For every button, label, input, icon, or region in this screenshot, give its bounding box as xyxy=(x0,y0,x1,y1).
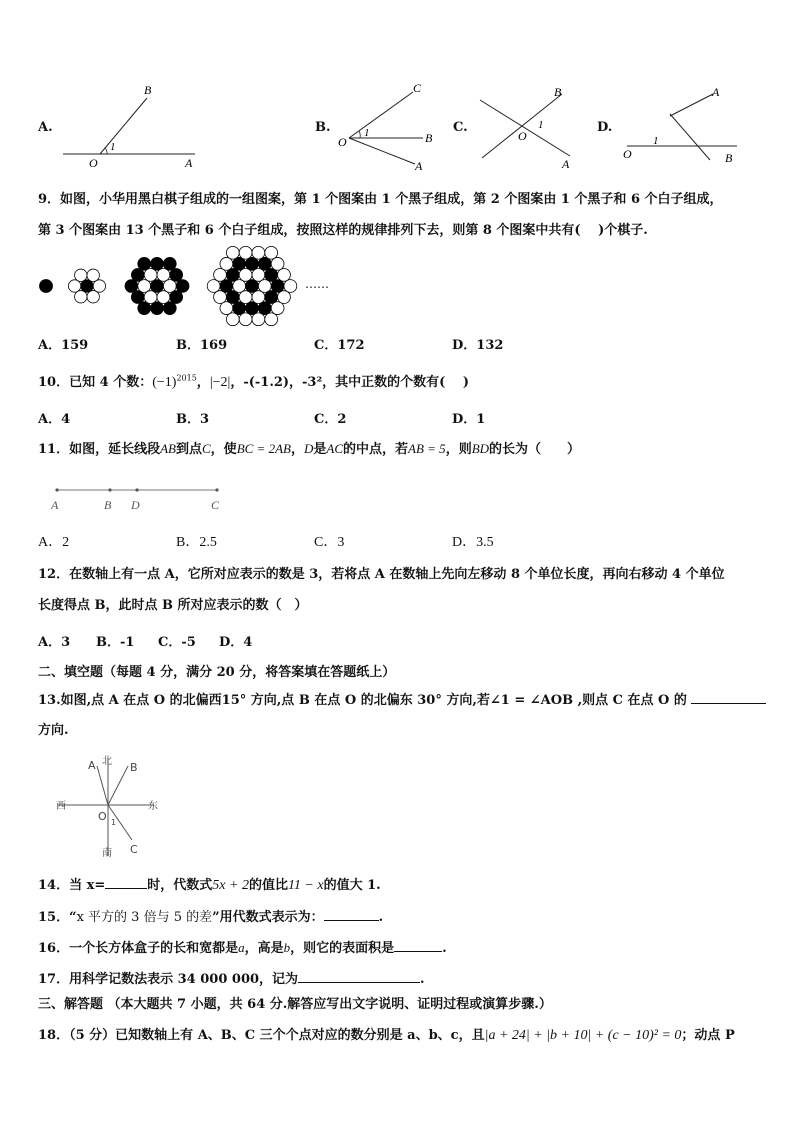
black-stone xyxy=(151,257,164,270)
q10-option-d: D．1 xyxy=(452,412,486,427)
angle-figure-d xyxy=(615,80,745,170)
angle-1-label: 1 xyxy=(538,119,544,131)
east-label: 东 xyxy=(148,801,158,812)
q12-line2: 长度得点 B，此时点 B 所对应表示的数（ ） xyxy=(38,598,308,613)
point-a-label: A xyxy=(562,157,570,170)
q17-answer-blank[interactable] xyxy=(298,970,420,983)
black-stone xyxy=(246,257,259,270)
point-b-label: B xyxy=(554,85,562,99)
q9-line1: 9．如图，小华用黑白棋子组成的一组图案，第 1 个图案由 1 个黑子组成，第 2 个图案由 1 个黑子和 6 个白子组成， xyxy=(38,192,723,207)
q9-line2: 第 3 个图案由 13 个黑子和 6 个白子组成，按照这样的规律排列下去，则第 8 个图案中共有( )个棋子. xyxy=(38,223,648,238)
white-stone xyxy=(93,280,105,292)
q11-question: 11．如图，延长线段AB到点C，使BC = 2AB，D是AC的中点，若AB = 5，则BD的长为（ ） xyxy=(38,441,581,457)
q18-question: 18．（5 分）已知数轴上有 A、B、C 三个个点对应的数分别是 a、b、c，且|a + 24| + |b + 10| + (c − 10)² = 0；动点 P xyxy=(38,1028,735,1043)
pattern-3 xyxy=(125,257,189,314)
q17-question: 17．用科学记数法表示 34 000 000，记为 . xyxy=(38,972,425,987)
point-d-label: D xyxy=(131,498,140,512)
point-b-label: B xyxy=(425,131,433,145)
q9-option-d: D．132 xyxy=(452,338,504,353)
q10-base: (−1) xyxy=(152,375,177,390)
white-stone xyxy=(220,302,233,315)
q9-option-c: C．172 xyxy=(314,338,365,353)
angle-1-label: 1 xyxy=(111,818,117,827)
black-stone xyxy=(151,280,164,293)
pattern-4 xyxy=(207,246,297,325)
black-stone xyxy=(151,302,164,315)
point-o-label: O xyxy=(89,156,98,170)
black-stone xyxy=(233,257,246,270)
option-c-label: C. xyxy=(453,120,468,135)
point-c-label: C xyxy=(413,81,422,95)
black-stone xyxy=(258,257,271,270)
white-stone xyxy=(214,291,227,304)
q9-option-a: A．159 xyxy=(38,338,89,353)
black-stone xyxy=(81,280,93,292)
white-stone xyxy=(207,280,220,293)
angle-1-label: 1 xyxy=(364,127,370,139)
white-stone xyxy=(284,280,297,293)
white-stone xyxy=(258,280,271,293)
q10-option-a: A．4 xyxy=(38,412,71,427)
option-b-label: B. xyxy=(315,120,331,135)
white-stone xyxy=(239,313,252,326)
white-stone xyxy=(233,280,246,293)
black-stone xyxy=(125,280,138,293)
point-a-label: A xyxy=(185,156,193,170)
point-b-label: B xyxy=(130,761,138,774)
white-stone xyxy=(220,257,233,270)
black-stone xyxy=(265,291,278,304)
black-stone xyxy=(226,269,239,282)
black-stone xyxy=(226,291,239,304)
q12-option-b: B．-1 xyxy=(96,635,135,650)
q10-exponent: 2015 xyxy=(176,373,197,383)
white-stone xyxy=(144,269,157,282)
black-stone xyxy=(131,269,144,282)
q10-prefix: 10．已知 4 个数： xyxy=(38,375,153,390)
point-a-label: A xyxy=(415,159,423,173)
angle-1-label: 1 xyxy=(110,141,116,153)
white-stone xyxy=(252,269,265,282)
white-stone xyxy=(278,269,291,282)
q9-option-b: B．169 xyxy=(176,338,228,353)
q12-option-c: C．-5 xyxy=(158,635,196,650)
q16-answer-blank[interactable] xyxy=(394,939,442,952)
point-b-label: B xyxy=(725,151,733,165)
section-fill-in-heading: 二、填空题（每题 4 分，满分 20 分，将答案填在答题纸上） xyxy=(38,665,396,680)
black-stone xyxy=(163,302,176,315)
q14-question: 14．当 x= 时，代数式5x + 2的值比11 − x的值大 1. xyxy=(38,878,381,893)
white-stone xyxy=(239,269,252,282)
black-stone xyxy=(176,280,189,293)
q12-option-d: D．4 xyxy=(219,635,253,650)
angle-figure-c xyxy=(470,80,590,170)
north-label: 北 xyxy=(102,756,112,767)
white-stone xyxy=(163,280,176,293)
black-stone xyxy=(246,280,259,293)
white-stone xyxy=(239,291,252,304)
point-b-label: B xyxy=(144,83,152,97)
point-b-label: B xyxy=(104,498,112,512)
point-a-label: A xyxy=(712,85,720,99)
q12-line1: 12．在数轴上有一点 A，它所对应表示的数是 3，若将点 A 在数轴上先向左移动 8 个单位长度，再向右移动 4 个单位 xyxy=(38,567,725,582)
west-label: 西 xyxy=(56,801,66,812)
q13-line1: 13.如图,点 A 在点 O 的北偏西15° 方向,点 B 在点 O 的北偏东 30° 方向,若∠1 = ∠AOB ,则点 C 在点 O 的 xyxy=(38,689,766,708)
section-solution-heading: 三、解答题 （本大题共 7 小题，共 64 分.解答应写出文字说明、证明过程或演算步骤.） xyxy=(38,997,552,1012)
white-stone xyxy=(252,291,265,304)
point-c-label: C xyxy=(130,843,138,856)
q16-question: 16．一个长方体盒子的长和宽都是a，高是b，则它的表面积是 . xyxy=(38,940,447,956)
q10-option-c: C．2 xyxy=(314,412,347,427)
q15-answer-blank[interactable] xyxy=(324,908,379,921)
black-stone xyxy=(220,280,233,293)
q10-option-b: B．3 xyxy=(176,412,210,427)
black-stone xyxy=(258,302,271,315)
white-stone xyxy=(252,246,265,259)
go-stone-patterns xyxy=(36,243,336,328)
black-stone xyxy=(131,291,144,304)
white-stone xyxy=(271,302,284,315)
white-stone xyxy=(226,313,239,326)
compass-figure xyxy=(50,752,180,862)
white-stone xyxy=(278,291,291,304)
black-stone xyxy=(40,280,53,293)
white-stone xyxy=(252,313,265,326)
point-o-label: O xyxy=(518,129,527,143)
point-c-label: C xyxy=(211,498,220,512)
option-a-label: A. xyxy=(38,120,53,135)
q12-option-a: A．3 xyxy=(38,635,71,650)
point-a-label: A xyxy=(88,759,96,772)
white-stone xyxy=(157,291,170,304)
white-stone xyxy=(87,269,99,281)
black-stone xyxy=(163,257,176,270)
q11-option-a: A．2 xyxy=(38,535,70,550)
angle-1-label: 1 xyxy=(653,135,659,147)
q10-abs: |−2| xyxy=(209,375,231,390)
q11-option-b: B．2.5 xyxy=(176,535,217,550)
point-o-label: O xyxy=(623,147,632,161)
white-stone xyxy=(87,291,99,303)
white-stone xyxy=(265,246,278,259)
white-stone xyxy=(239,246,252,259)
white-stone xyxy=(271,257,284,270)
option-d-label: D. xyxy=(597,120,613,135)
point-o-label: O xyxy=(338,135,347,149)
q15-question: 15．“x 平方的 3 倍与 5 的差”用代数式表示为： . xyxy=(38,910,384,925)
black-stone xyxy=(233,302,246,315)
q11-option-d: D．3.5 xyxy=(452,535,494,550)
point-a-label: A xyxy=(51,498,59,512)
white-stone xyxy=(144,291,157,304)
angle-figure-b xyxy=(335,78,445,173)
white-stone xyxy=(75,291,87,303)
south-label: 南 xyxy=(102,848,112,859)
black-stone xyxy=(138,257,151,270)
white-stone xyxy=(265,313,278,326)
black-stone xyxy=(170,269,183,282)
q11-option-c: C．3 xyxy=(314,535,345,550)
white-stone xyxy=(214,269,227,282)
q13-line2: 方向. xyxy=(38,723,69,738)
segment-figure xyxy=(45,482,235,514)
black-stone xyxy=(265,269,278,282)
black-stone xyxy=(138,302,151,315)
q13-answer-blank[interactable] xyxy=(691,691,766,704)
white-stone xyxy=(68,280,80,292)
white-stone xyxy=(75,269,87,281)
pattern-2 xyxy=(68,269,105,303)
q10-question: 10．已知 4 个数：$(-1)^{2015}$，|−2|，-(-1.2)，-3²，其中正数的个数有( ) xyxy=(38,373,470,390)
black-stone xyxy=(170,291,183,304)
white-stone xyxy=(157,269,170,282)
pattern-ellipsis: …… xyxy=(305,277,329,291)
white-stone xyxy=(138,280,151,293)
point-o-label: O xyxy=(98,810,107,823)
pattern-1 xyxy=(40,280,53,293)
black-stone xyxy=(246,302,259,315)
q10-rest: ，-(-1.2)，-3²，其中正数的个数有( ) xyxy=(230,375,470,390)
black-stone xyxy=(271,280,284,293)
q14-answer-blank[interactable] xyxy=(105,876,147,889)
angle-figure-a xyxy=(55,80,205,170)
white-stone xyxy=(226,246,239,259)
